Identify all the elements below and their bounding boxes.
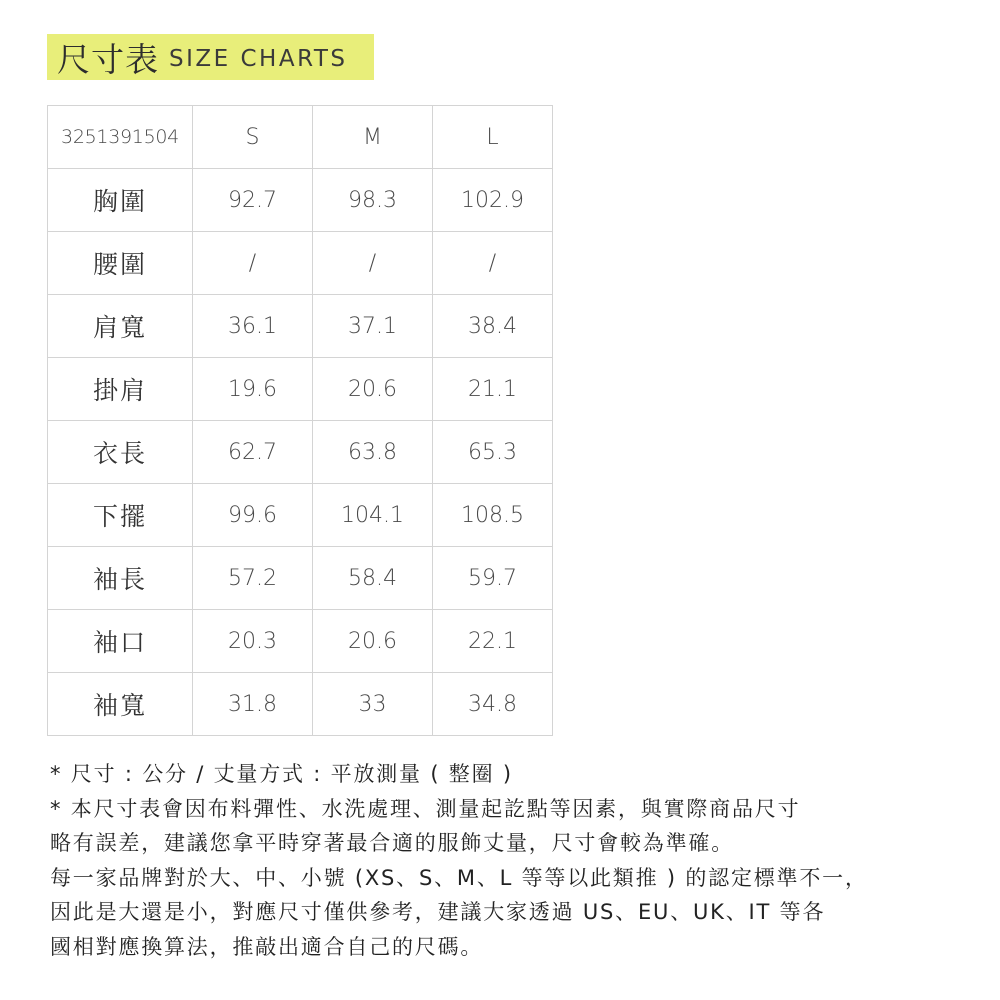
size-header-m: M — [313, 106, 433, 169]
measurement-value: 20.6 — [313, 610, 433, 673]
table-header-row — [48, 106, 553, 169]
measurement-value: 92.7 — [193, 169, 313, 232]
table-row — [48, 421, 553, 484]
measurement-label: 掛肩 — [48, 358, 193, 421]
title-chinese: 尺寸表 — [57, 39, 159, 79]
measurement-value: 104.1 — [313, 484, 433, 547]
measurement-value: 108.5 — [433, 484, 553, 547]
measurement-value: 57.2 — [193, 547, 313, 610]
table-row — [48, 673, 553, 736]
note-line: * 尺寸 : 公分 / 丈量方式 : 平放測量 ( 整圈 ) — [50, 762, 513, 786]
size-header-s: S — [193, 106, 313, 169]
note-line: 國相對應換算法，推敲出適合自己的尺碼。 — [50, 934, 484, 959]
measurement-value: 62.7 — [193, 421, 313, 484]
table-row — [48, 484, 553, 547]
measurement-value: 98.3 — [313, 169, 433, 232]
measurement-value: 34.8 — [433, 673, 553, 736]
measurement-value: / — [313, 232, 433, 295]
size-notes — [50, 757, 970, 964]
note-line: 略有誤差，建議您拿平時穿著最合適的服飾丈量，尺寸會較為準確。 — [50, 831, 734, 855]
measurement-label: 腰圍 — [48, 232, 193, 295]
measurement-value: 31.8 — [193, 673, 313, 736]
table-row — [48, 358, 553, 421]
measurement-value: 21.1 — [433, 358, 553, 421]
measurement-value: 63.8 — [313, 421, 433, 484]
measurement-value: 58.4 — [313, 547, 433, 610]
measurement-value: 37.1 — [313, 295, 433, 358]
measurement-value: / — [433, 232, 553, 295]
table-row — [48, 295, 553, 358]
table-row — [48, 610, 553, 673]
size-header-l: L — [433, 106, 553, 169]
measurement-label: 衣長 — [48, 421, 193, 484]
measurement-label: 胸圍 — [48, 169, 193, 232]
measurement-value: 99.6 — [193, 484, 313, 547]
measurement-value: 19.6 — [193, 358, 313, 421]
measurement-value: 59.7 — [433, 547, 553, 610]
measurement-value: 102.9 — [433, 169, 553, 232]
size-chart-table — [47, 105, 553, 736]
measurement-value: 33 — [313, 673, 433, 736]
product-code: 3251391504 — [48, 106, 193, 169]
measurement-label: 袖長 — [48, 547, 193, 610]
measurement-value: / — [193, 232, 313, 295]
measurement-value: 36.1 — [193, 295, 313, 358]
table-row — [48, 232, 553, 295]
measurement-label: 下擺 — [48, 484, 193, 547]
note-line: 因此是大還是小，對應尺寸僅供參考，建議大家透過 US、EU、UK、IT 等各 — [50, 900, 826, 924]
table-row — [48, 169, 553, 232]
measurement-value: 20.6 — [313, 358, 433, 421]
page-title — [47, 34, 374, 80]
measurement-value: 38.4 — [433, 295, 553, 358]
table-row — [48, 547, 553, 610]
note-line: 每一家品牌對於大、中、小號 (XS、S、M、L 等等以此類推 ) 的認定標準不一， — [50, 865, 868, 890]
measurement-value: 65.3 — [433, 421, 553, 484]
measurement-label: 袖口 — [48, 610, 193, 673]
measurement-value: 22.1 — [433, 610, 553, 673]
note-line: * 本尺寸表會因布料彈性、水洗處理、測量起訖點等因素，與實際商品尺寸 — [50, 796, 801, 821]
measurement-label: 肩寬 — [48, 295, 193, 358]
measurement-value: 20.3 — [193, 610, 313, 673]
title-english: SIZE CHARTS — [169, 46, 348, 72]
measurement-label: 袖寬 — [48, 673, 193, 736]
